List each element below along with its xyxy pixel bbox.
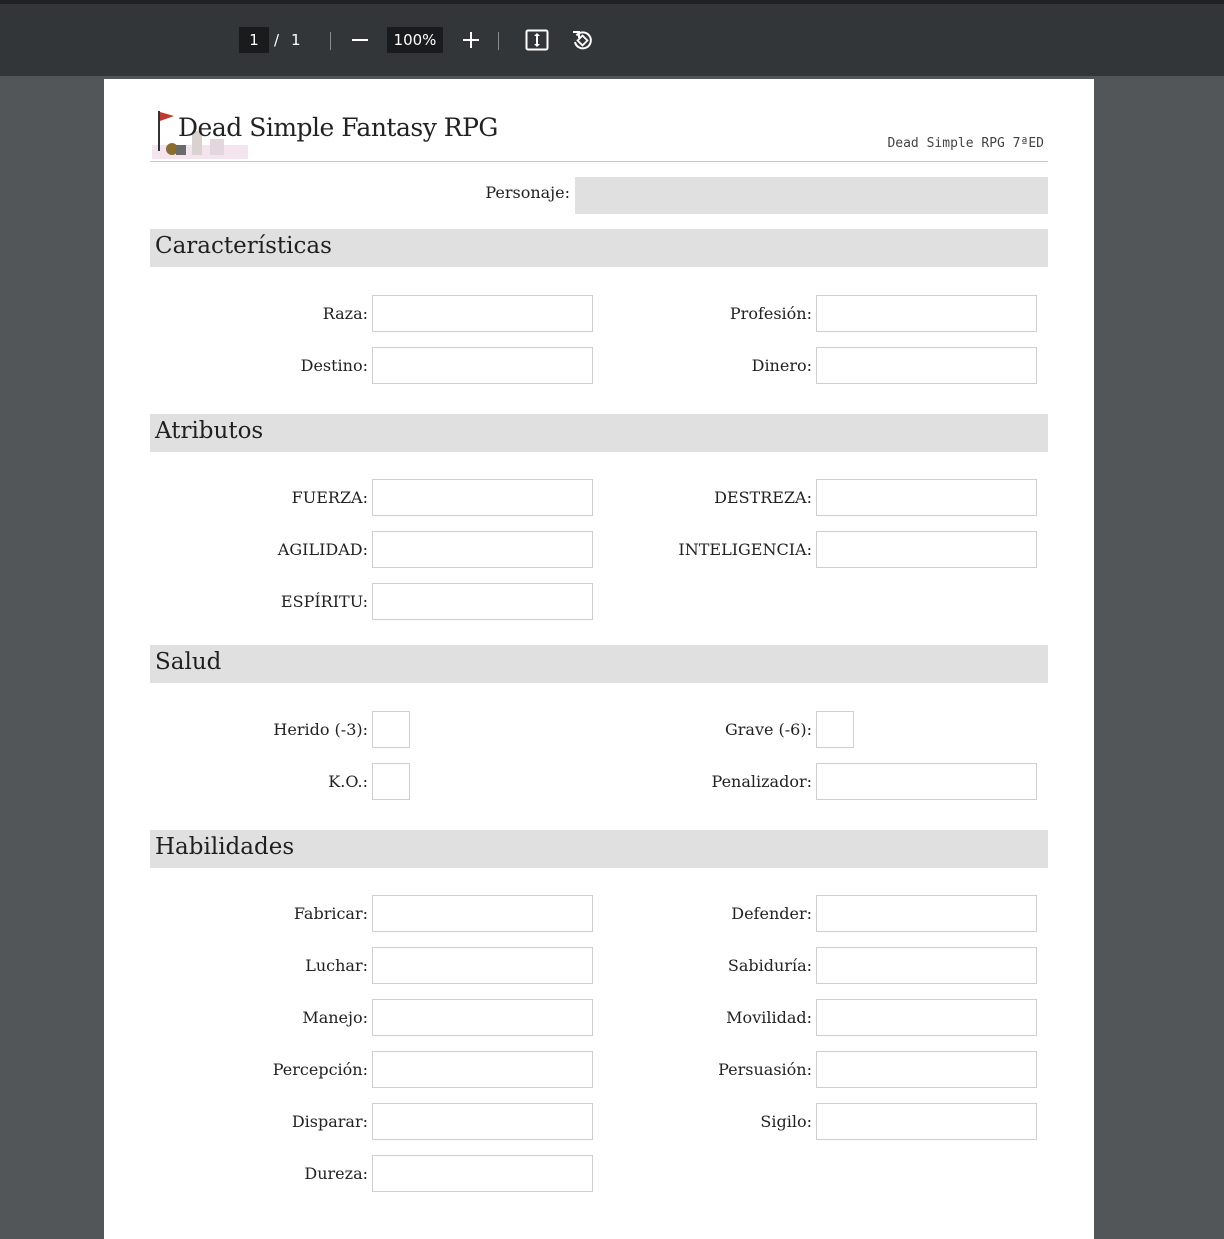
header-rule	[150, 161, 1048, 162]
percepcion-label: Percepción:	[272, 1060, 368, 1079]
pdf-toolbar	[0, 4, 1224, 76]
disparar-field[interactable]	[372, 1103, 593, 1140]
defender-label: Defender:	[731, 904, 812, 923]
section-habilidades	[150, 830, 1048, 868]
destino-field[interactable]	[372, 347, 593, 384]
zoom-in-icon	[462, 31, 480, 49]
herido-checkbox[interactable]	[372, 711, 410, 748]
zoom-in-button[interactable]	[455, 24, 487, 56]
penalizador-label: Penalizador:	[711, 772, 812, 791]
section-title: Atributos	[155, 418, 264, 444]
ko-label: K.O.:	[328, 772, 368, 791]
zoom-level-input[interactable]: 100%	[387, 27, 443, 53]
section-caracteristicas	[150, 229, 1048, 267]
rotate-button[interactable]	[566, 24, 598, 56]
destreza-label: DESTREZA:	[714, 488, 812, 507]
profesion-label: Profesión:	[729, 304, 812, 323]
sigilo-field[interactable]	[816, 1103, 1037, 1140]
section-atributos	[150, 414, 1048, 452]
logo	[152, 109, 498, 161]
persuasion-label: Persuasión:	[718, 1060, 812, 1079]
disparar-label: Disparar:	[291, 1112, 368, 1131]
dinero-label: Dinero:	[751, 356, 812, 375]
manejo-label: Manejo:	[302, 1008, 368, 1027]
movilidad-label: Movilidad:	[726, 1008, 812, 1027]
inteligencia-field[interactable]	[816, 531, 1037, 568]
grave-label: Grave (-6):	[724, 720, 812, 739]
penalizador-field[interactable]	[816, 763, 1037, 800]
logo-text: Dead Simple Fantasy RPG	[178, 113, 498, 142]
total-pages: 1	[291, 31, 301, 49]
rotate-icon	[570, 28, 594, 52]
manejo-field[interactable]	[372, 999, 593, 1036]
section-title: Salud	[155, 649, 222, 675]
pdf-page	[104, 79, 1094, 1239]
destreza-field[interactable]	[816, 479, 1037, 516]
espiritu-label: ESPÍRITU:	[280, 592, 368, 611]
persuasion-field[interactable]	[816, 1051, 1037, 1088]
destino-label: Destino:	[300, 356, 368, 375]
luchar-label: Luchar:	[305, 956, 368, 975]
section-title: Características	[155, 233, 332, 259]
ko-checkbox[interactable]	[372, 763, 410, 800]
page-separator: /	[274, 31, 280, 49]
profesion-field[interactable]	[816, 295, 1037, 332]
character-name-field[interactable]	[575, 177, 1048, 214]
fuerza-field[interactable]	[372, 479, 593, 516]
toolbar-divider	[330, 32, 331, 50]
inteligencia-label: INTELIGENCIA:	[678, 540, 812, 559]
fit-page-icon	[525, 29, 549, 51]
edition-text: Dead Simple RPG 7ªED	[887, 136, 1044, 151]
zoom-out-icon	[351, 31, 369, 49]
sigilo-label: Sigilo:	[760, 1112, 812, 1131]
fabricar-field[interactable]	[372, 895, 593, 932]
character-label: Personaje:	[485, 183, 570, 202]
fit-page-button[interactable]	[521, 24, 553, 56]
dureza-field[interactable]	[372, 1155, 593, 1192]
page-number-input[interactable]: 1	[239, 27, 269, 53]
percepcion-field[interactable]	[372, 1051, 593, 1088]
sabiduria-label: Sabiduría:	[727, 956, 812, 975]
raza-label: Raza:	[322, 304, 368, 323]
luchar-field[interactable]	[372, 947, 593, 984]
agilidad-field[interactable]	[372, 531, 593, 568]
grave-checkbox[interactable]	[816, 711, 854, 748]
dureza-label: Dureza:	[304, 1164, 368, 1183]
espiritu-field[interactable]	[372, 583, 593, 620]
herido-label: Herido (-3):	[273, 720, 368, 739]
section-salud	[150, 645, 1048, 683]
section-title: Habilidades	[155, 834, 295, 860]
fabricar-label: Fabricar:	[293, 904, 368, 923]
fuerza-label: FUERZA:	[291, 488, 368, 507]
defender-field[interactable]	[816, 895, 1037, 932]
raza-field[interactable]	[372, 295, 593, 332]
sabiduria-field[interactable]	[816, 947, 1037, 984]
toolbar-divider	[498, 32, 499, 50]
dinero-field[interactable]	[816, 347, 1037, 384]
agilidad-label: AGILIDAD:	[277, 540, 368, 559]
movilidad-field[interactable]	[816, 999, 1037, 1036]
zoom-out-button[interactable]	[344, 24, 376, 56]
